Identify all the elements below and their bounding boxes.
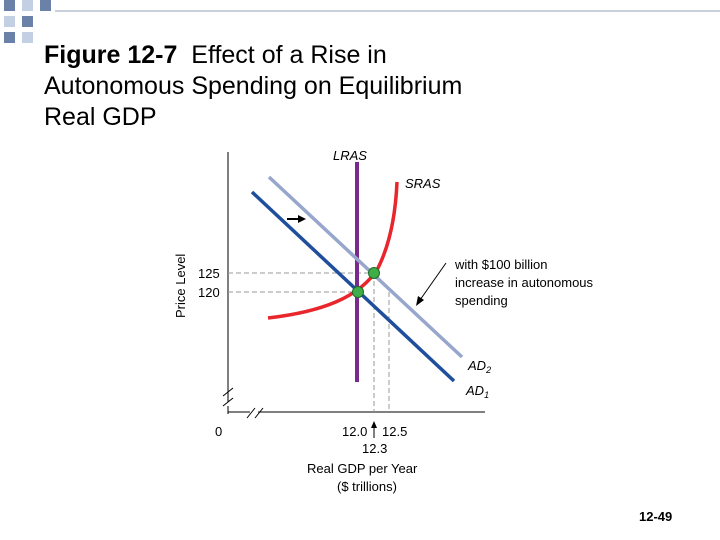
title-text: Effect of a Rise in Autonomous Spending on Equilibrium Real GDP bbox=[44, 41, 463, 131]
x-tick-label-12-0: 12.0 bbox=[342, 424, 368, 439]
x-axis-title-line-2: ($ trillions) bbox=[337, 479, 397, 494]
title-prefix: Figure 12-7 bbox=[44, 41, 178, 69]
ad1-label bbox=[465, 383, 489, 400]
ad2-label-main: AD bbox=[468, 358, 487, 373]
equilibrium-point-e1 bbox=[353, 287, 364, 298]
ad1-line bbox=[252, 192, 454, 381]
sras-label: SRAS bbox=[405, 176, 441, 191]
annotation-line-2: increase in autonomous bbox=[455, 275, 594, 290]
ad2-line bbox=[269, 177, 462, 357]
x-axis-break-1 bbox=[247, 408, 255, 418]
ad1-label-sub: 1 bbox=[484, 390, 490, 400]
page-number: 12-49 bbox=[639, 509, 673, 524]
y-tick-label-125: 125 bbox=[198, 266, 220, 281]
ad2-label bbox=[467, 358, 491, 375]
x-tick-label-12-5: 12.5 bbox=[382, 424, 408, 439]
y-tick-label-120: 120 bbox=[198, 285, 220, 300]
x-axis-title-line-1: Real GDP per Year bbox=[307, 461, 418, 476]
annotation-arrow-head bbox=[416, 296, 424, 306]
shift-arrow-head bbox=[298, 215, 306, 223]
x-tick-pointer-head bbox=[371, 421, 377, 428]
y-axis-title: Price Level bbox=[173, 253, 188, 318]
ad1-label-main: AD bbox=[466, 383, 485, 398]
lras-label: LRAS bbox=[333, 148, 367, 163]
ad2-label-sub: 2 bbox=[486, 365, 492, 375]
annotation-line-1: with $100 billion bbox=[455, 257, 548, 272]
origin-label: 0 bbox=[215, 424, 223, 439]
sras-curve bbox=[268, 182, 397, 318]
x-tick-label-12-3: 12.3 bbox=[362, 441, 388, 456]
x-axis-break-2 bbox=[255, 408, 263, 418]
annotation-line-3: spending bbox=[455, 293, 508, 308]
equilibrium-point-e2 bbox=[369, 268, 380, 279]
annotation-arrow bbox=[420, 263, 446, 300]
